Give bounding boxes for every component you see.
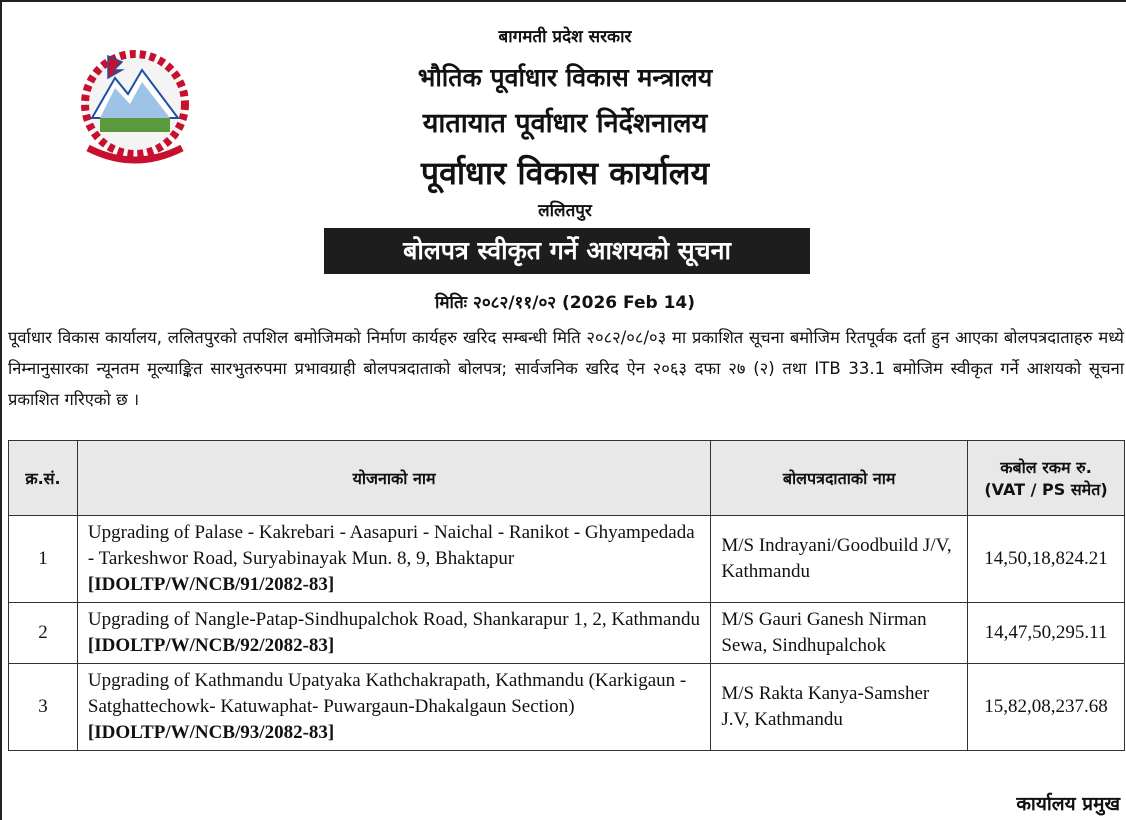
row-project bbox=[77, 664, 710, 751]
row-bidder: M/S Indrayani/Goodbuild J/V, Kathmandu bbox=[711, 516, 968, 603]
table-row bbox=[9, 603, 1125, 664]
notice-date: मितिः २०८२/११/०२ (2026 Feb 14) bbox=[434, 293, 696, 313]
intro-paragraph: पूर्वाधार विकास कार्यालय, ललितपुरको तपशिल बमोजिमको निर्माण कार्यहरु खरिद सम्बन्धी मिति २०८२/०८/०३ मा प्रकाशित सूचना बमोजिम रितपूर्वक दर्ता हुन आएका बोलपत्रदाताहरु मध्ये निम्नानुसारका न्यूनतम मूल्याङ्कित सारभुतरुपमा प्रभावग्राही बोलपत्रदाताको बोलपत्र; सार्वजनिक खरिद ऐन २०६३ दफा २७ (२) तथा ITB 33.1 बमोजिम स्वीकृत गर्ने आशयको सूचना प्रकाशित गरिएको छ । bbox=[8, 328, 1125, 409]
header-amount-line1: कबोल रकम रु. bbox=[1000, 458, 1092, 477]
directorate-heading: यातायात पूर्वाधार निर्देशनालय bbox=[422, 108, 708, 139]
row-project bbox=[77, 603, 710, 664]
row-amount: 14,50,18,824.21 bbox=[968, 516, 1125, 603]
project-name: Upgrading of Nangle-Patap-Sindhupalchok Road, Shankarapur 1, 2, Kathmandu bbox=[87, 609, 700, 630]
row-amount: 14,47,50,295.11 bbox=[968, 603, 1125, 664]
header-amount bbox=[968, 441, 1125, 516]
project-name: Upgrading of Kathmandu Upatyaka Kathchakrapath, Kathmandu (Karkigaun - Satghattechowk- Katuwaphat- Puwargaun-Dhakalgaun Section) bbox=[87, 670, 687, 717]
row-amount: 15,82,08,237.68 bbox=[968, 664, 1125, 751]
row-sn: 3 bbox=[9, 664, 78, 751]
city-heading: ललितपुर bbox=[538, 201, 592, 221]
row-bidder: M/S Rakta Kanya-Samsher J.V, Kathmandu bbox=[711, 664, 968, 751]
header-amount-line2: (VAT / PS समेत) bbox=[984, 480, 1108, 499]
header-project: योजनाको नाम bbox=[77, 441, 710, 516]
table-row bbox=[9, 664, 1125, 751]
header-bidder: बोलपत्रदाताको नाम bbox=[711, 441, 968, 516]
ministry-heading: भौतिक पूर्वाधार विकास मन्त्रालय bbox=[417, 63, 713, 92]
project-code: [IDOLTP/W/NCB/93/2082-83] bbox=[87, 722, 335, 743]
header-sn: क्र.सं. bbox=[9, 441, 78, 516]
province-heading: बागमती प्रदेश सरकार bbox=[498, 27, 632, 47]
table-row bbox=[9, 516, 1125, 603]
table-header-row bbox=[9, 441, 1125, 516]
office-heading: पूर्वाधार विकास कार्यालय bbox=[420, 154, 710, 192]
project-code: [IDOLTP/W/NCB/91/2082-83] bbox=[87, 574, 335, 595]
bid-results-table bbox=[8, 440, 1125, 751]
row-bidder: M/S Gauri Ganesh Nirman Sewa, Sindhupalchok bbox=[711, 603, 968, 664]
notice-title-banner: बोलपत्र स्वीकृत गर्ने आशयको सूचना bbox=[324, 228, 810, 274]
project-code: [IDOLTP/W/NCB/92/2082-83] bbox=[87, 635, 335, 656]
row-sn: 2 bbox=[9, 603, 78, 664]
row-sn: 1 bbox=[9, 516, 78, 603]
signature-office-chief: कार्यालय प्रमुख bbox=[1016, 793, 1120, 815]
row-project bbox=[77, 516, 710, 603]
project-name: Upgrading of Palase - Kakrebari - Aasapuri - Naichal - Ranikot - Ghyampedada - Tarkeshwor Road, Suryabinayak Mun. 8, 9, Bhaktapur bbox=[87, 522, 695, 569]
